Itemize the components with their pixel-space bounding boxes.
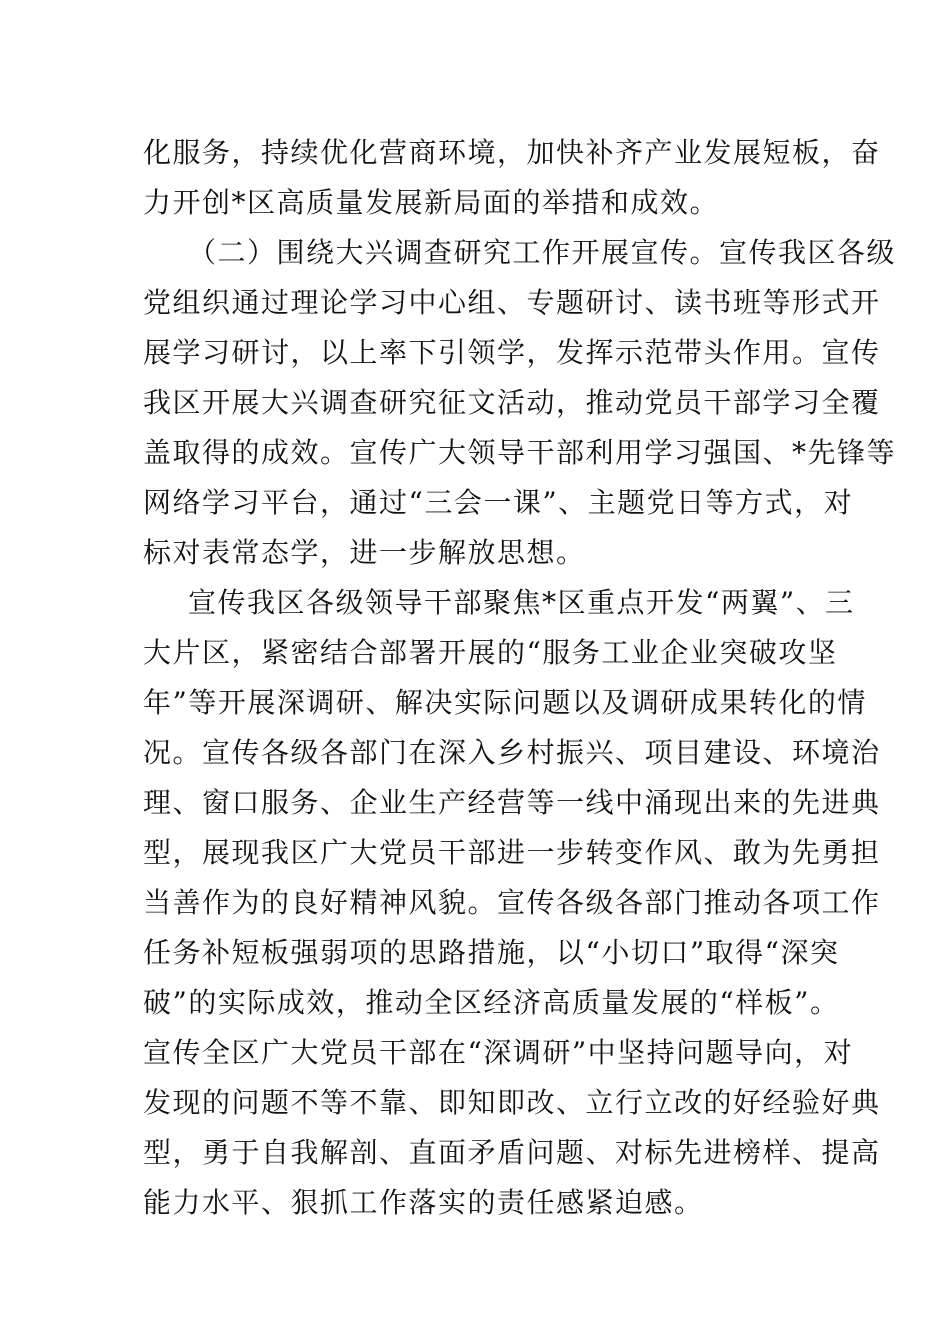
text-line: 型，展现我区广大党员干部进一步转变作风、敢为先勇担 [143, 836, 881, 869]
paragraph-1 [143, 128, 881, 228]
document-body [143, 128, 897, 1228]
text-line: 大片区，紧密结合部署开展的“服务工业企业突破攻坚 [143, 636, 838, 669]
text-line: 化服务，持续优化营商环境，加快补齐产业发展短板，奋 [143, 136, 881, 169]
text-line: 宣传全区广大党员干部在“深调研”中坚持问题导向，对 [143, 1036, 854, 1069]
text-line: 破”的实际成效，推动全区经济高质量发展的“样板”。 [143, 986, 840, 1019]
text-line: 我区开展大兴调查研究征文活动，推动党员干部学习全覆 [143, 386, 881, 419]
text-line: 宣传我区各级领导干部聚焦*区重点开发“两翼”、三 [188, 586, 855, 619]
text-line: 况。宣传各级各部门在深入乡村振兴、项目建设、环境治 [143, 736, 881, 769]
text-line: 发现的问题不等不靠、即知即改、立行立改的好经验好典 [143, 1086, 881, 1119]
paragraph-3 [143, 578, 881, 1228]
text-line: 能力水平、狠抓工作落实的责任感紧迫感。 [143, 1186, 704, 1219]
text-line: 任务补短板强弱项的思路措施，以“小切口”取得“深突 [143, 936, 840, 969]
text-line: 网络学习平台，通过“三会一课”、主题党日等方式，对 [143, 486, 854, 519]
text-line: 理、窗口服务、企业生产经营等一线中涌现出来的先进典 [143, 786, 881, 819]
text-line: 型，勇于自我解剖、直面矛盾问题、对标先进榜样、提高 [143, 1136, 881, 1169]
text-line: 盖取得的成效。宣传广大领导干部利用学习强国、*先锋等 [143, 436, 897, 469]
text-line: （二）围绕大兴调查研究工作开展宣传。宣传我区各级 [188, 236, 897, 269]
text-line: 党组织通过理论学习中心组、专题研讨、读书班等形式开 [143, 286, 881, 319]
text-line: 展学习研讨，以上率下引领学，发挥示范带头作用。宣传 [143, 336, 881, 369]
text-line: 当善作为的良好精神风貌。宣传各级各部门推动各项工作 [143, 886, 881, 919]
text-line: 标对表常态学，进一步解放思想。 [143, 536, 586, 569]
paragraph-2 [143, 228, 897, 578]
text-line: 力开创*区高质量发展新局面的举措和成效。 [143, 186, 720, 219]
text-line: 年”等开展深调研、解决实际问题以及调研成果转化的情 [143, 686, 867, 719]
